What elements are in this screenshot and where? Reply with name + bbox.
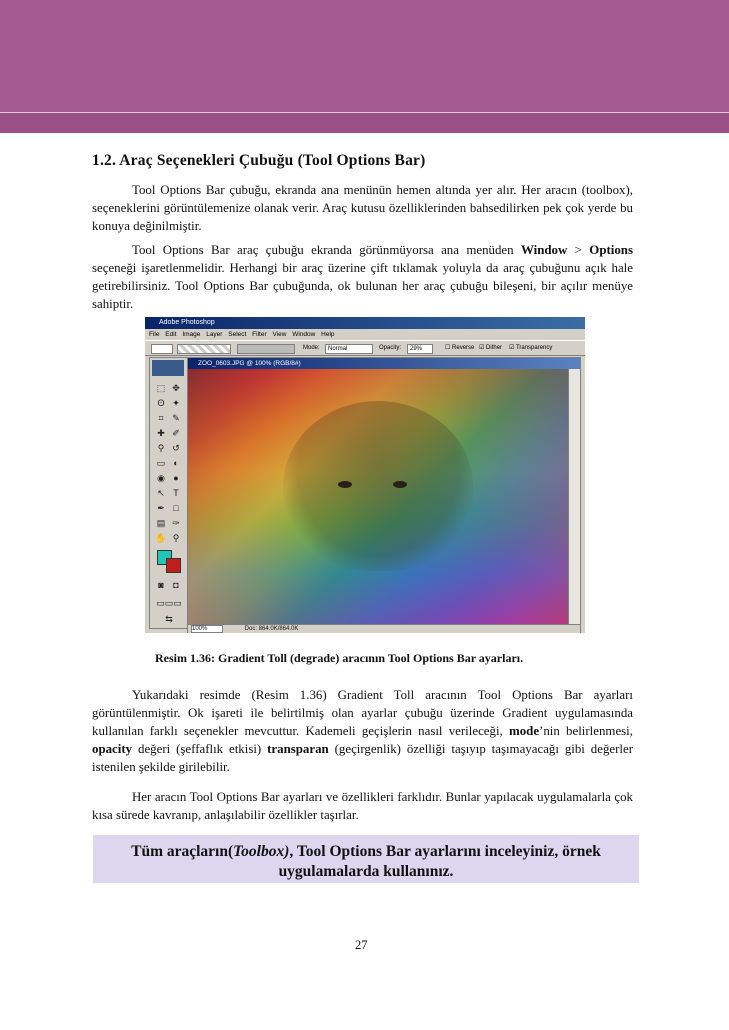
reverse-label: Reverse — [452, 345, 475, 351]
transparency-label: Transparency — [515, 345, 553, 351]
menu-edit[interactable]: Edit — [165, 331, 177, 338]
brush-tool-icon[interactable]: ✐ — [172, 428, 180, 438]
para2-options: Options — [589, 243, 633, 257]
app-menubar — [145, 329, 585, 340]
screen-mode-icons[interactable]: ▭▭▭ — [156, 598, 182, 608]
notes-tool-icon[interactable]: ▤ — [156, 518, 166, 528]
document-titlebar — [188, 358, 580, 369]
crop-tool-icon[interactable]: ⌗ — [158, 413, 164, 423]
menu-image[interactable]: Image — [182, 331, 201, 338]
zoom-field[interactable]: 100% — [191, 625, 223, 633]
lasso-tool-icon[interactable]: ʘ — [157, 398, 165, 408]
orangutan-face — [283, 401, 473, 571]
paragraph-4: Her aracın Tool Options Bar ayarları ve özellikleri farklıdır. Bunlar yapılacak uygulamalarla çok kısa sürede kavranıp, anlaşılabilir özellikler taşırlar. — [92, 790, 633, 822]
figure-caption: Resim 1.36: Gradient Toll (degrade) aracının Tool Options Bar ayarları. — [155, 651, 524, 665]
hand-tool-icon[interactable]: ✋ — [155, 533, 167, 543]
mode-select[interactable]: Normal — [325, 344, 373, 354]
para2-gt: > — [567, 243, 590, 257]
para2-window: Window — [520, 243, 568, 257]
para3-transparan: transparan — [267, 742, 329, 756]
para3-opacity: opacity — [92, 742, 133, 756]
toolbox-panel — [149, 357, 189, 629]
dodge-tool-icon[interactable]: ● — [173, 473, 179, 483]
image-canvas[interactable] — [188, 369, 568, 624]
callout-box — [93, 835, 639, 883]
menu-filter[interactable]: Filter — [252, 331, 267, 338]
dither-checkbox[interactable]: ☑ Dither — [479, 345, 503, 351]
eraser-tool-icon[interactable]: ▭ — [156, 458, 166, 468]
para3-text-4: (geçirgenlik) özelliği taşıyıp taşımayacağı gibi değerler istenilen şekilde girilebilir. — [92, 742, 633, 774]
marquee-tool-icon[interactable]: ⬚ — [156, 383, 166, 393]
left-eye — [338, 481, 352, 488]
menu-layer[interactable]: Layer — [206, 331, 223, 338]
quickmask-mode-icon[interactable]: ◘ — [173, 580, 179, 590]
background-color-swatch[interactable] — [166, 558, 181, 573]
mode-label: Mode: — [303, 345, 320, 351]
healing-tool-icon[interactable]: ✚ — [157, 428, 165, 438]
tool-preset-picker[interactable] — [151, 344, 173, 354]
gradient-picker[interactable] — [177, 344, 231, 354]
document-window — [187, 357, 581, 633]
paragraph-1: Tool Options Bar çubuğu, ekranda ana menünün hemen altında yer alır. Her aracın (toolbox), seçeneklerini görüntülemenize olanak verir. Araç kutusu özelliklerinden bahsedilirken pek çok yerde bu konuya değinilmiştir. — [92, 183, 633, 233]
gradient-tool-icon[interactable]: ◐ — [173, 458, 179, 468]
eyedropper-tool-icon[interactable]: ✑ — [172, 518, 180, 528]
photoshop-screenshot — [145, 317, 585, 633]
para3-text-2: ’nin belirlenmesi, — [539, 724, 633, 738]
menu-help[interactable]: Help — [321, 331, 335, 338]
opacity-input[interactable]: 29% — [407, 344, 433, 354]
right-eye — [393, 481, 407, 488]
type-tool-icon[interactable]: T — [173, 488, 179, 498]
paragraph-2 — [92, 241, 633, 313]
menu-window[interactable]: Window — [292, 331, 316, 338]
status-bar — [188, 624, 580, 633]
para3-text-3: değeri (şeffaflık etkisi) — [132, 742, 268, 756]
para2-text-1: Tool Options Bar araç çubuğu ekranda görünmüyorsa ana menüden — [132, 243, 521, 257]
paragraph-3 — [92, 686, 633, 776]
menu-view[interactable]: View — [272, 331, 287, 338]
dither-label: Dither — [486, 345, 503, 351]
move-tool-icon[interactable]: ✥ — [172, 383, 180, 393]
para2-text-2: seçeneği işaretlenmelidir. Herhangi bir araç üzerine çift tıklamak yoluyla da araç çubuğunu açık hale getirebilirsiniz. Tool Options Bar çubuğunda, ok bulunan her araç çubuğu bileşeni, bir açılır menüye sahiptir. — [92, 261, 633, 311]
header-banner — [0, 0, 729, 133]
para3-text-1: Yukarıdaki resimde (Resim 1.36) Gradient Toll aracının Tool Options Bar ayarları görüntülenmiştir. Ok işareti ile belirtilmiş olan ayarlar çubuğu üzerinde Gradient uygulamasında kullanılan farklı seçenekler mevcuttur. Kademeli geçişlerin nasıl verileceği, — [92, 688, 633, 738]
pen-tool-icon[interactable]: ✒ — [157, 503, 165, 513]
zoom-tool-icon[interactable]: ⚲ — [172, 533, 180, 543]
section-heading: 1.2. Araç Seçenekleri Çubuğu (Tool Options Bar) — [92, 152, 426, 169]
callout-text-2: , Tool Options Bar ayarlarını inceleyiniz, örnek — [289, 843, 601, 860]
magic-wand-tool-icon[interactable]: ✦ — [172, 398, 180, 408]
app-titlebar — [145, 317, 585, 329]
stamp-tool-icon[interactable]: ⚲ — [157, 443, 165, 453]
slice-tool-icon[interactable]: ✎ — [172, 413, 180, 423]
para3-mode: mode — [508, 724, 540, 738]
blur-tool-icon[interactable]: ◉ — [157, 473, 165, 483]
callout-toolbox: Toolbox) — [233, 843, 290, 860]
menu-file[interactable]: File — [149, 331, 160, 338]
gradient-type-buttons[interactable] — [237, 344, 295, 354]
shape-tool-icon[interactable]: □ — [173, 503, 179, 513]
toolbox-logo — [152, 360, 184, 376]
callout-line-1 — [93, 843, 639, 861]
page-number: 27 — [355, 938, 368, 952]
opacity-label: Opacity: — [379, 345, 402, 351]
app-title: Adobe Photoshop — [159, 319, 215, 326]
path-select-tool-icon[interactable]: ↖ — [157, 488, 165, 498]
callout-line-2: uygulamalarda kullanınız. — [278, 863, 454, 880]
document-title: ZOO_0603.JPG @ 100% (RGB/8#) — [198, 360, 301, 367]
history-brush-tool-icon[interactable]: ↺ — [172, 443, 180, 453]
jump-to-imageready-icon[interactable]: ⇆ — [165, 614, 173, 624]
transparency-checkbox[interactable]: ☑ Transparency — [509, 345, 553, 351]
banner-lower-band — [0, 113, 729, 133]
reverse-checkbox[interactable]: ☐ Reverse — [445, 345, 475, 351]
standard-mode-icon[interactable]: ◙ — [158, 580, 164, 590]
doc-size-info: Doc: 864.0K/864.0K — [244, 626, 299, 632]
callout-text-1: Tüm araçların( — [131, 843, 234, 860]
menu-select[interactable]: Select — [228, 331, 247, 338]
tool-options-bar — [145, 340, 585, 356]
vertical-scrollbar[interactable] — [568, 369, 580, 624]
